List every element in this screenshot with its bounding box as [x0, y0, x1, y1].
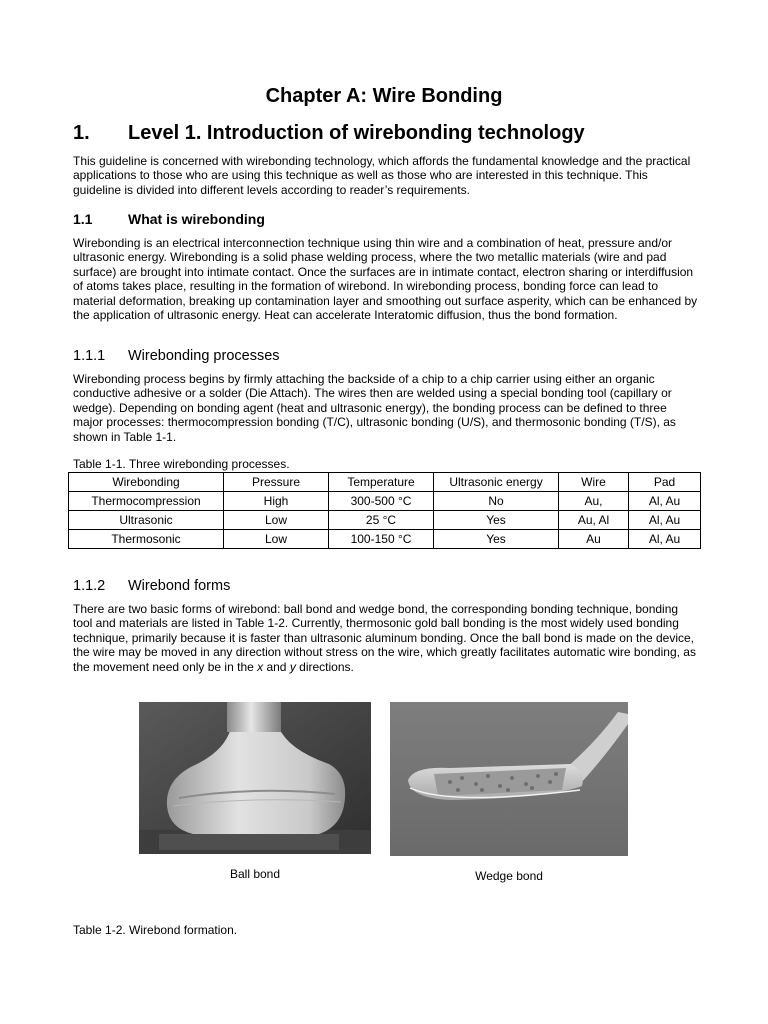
directions-text: directions.	[295, 659, 354, 674]
and-text: and	[263, 659, 290, 674]
table-header-row	[69, 473, 701, 492]
processes-paragraph: Wirebonding process begins by firmly attaching the backside of a chip to a chip carrier using either an organic conductive adhesive or a solder (Die Attach). The wires then are welded using a special bonding tool (capillary or wedge). Depending on bonding agent (heat and ultrasonic energy), the bonding process can be defined to three major processes: thermocompression bonding (T/C), ultrasonic bonding (U/S), and thermosonic bonding (T/S), as shown in Table 1-1.	[73, 372, 676, 444]
y-variable: y	[289, 659, 296, 674]
header-cell: Ultrasonic energy	[434, 473, 559, 492]
wirebond-forms-text: There are two basic forms of wirebond: ball bond and wedge bond, the corresponding bonding technique, bonding tool and materials are listed in Table 1-2. Currently, thermosonic gold ball bonding is the most widely used bonding technique, primarily because it is faster than ultrasonic aluminum bonding. Once the ball bond is made on the device, the wire may be moved in any direction without stress on the wire, which greatly facilitates automatic wire bonding, as the movement need only be in the	[73, 602, 696, 674]
table-cell: Au, Al	[559, 511, 629, 530]
subsection-number: 1.1	[73, 211, 93, 227]
x-variable: x	[257, 659, 264, 674]
subsection-heading-1-1	[73, 211, 265, 227]
table-cell: Au,	[559, 492, 629, 511]
section-title: Level 1. Introduction of wirebonding technology	[128, 122, 585, 144]
intro-paragraph: This guideline is concerned with wirebonding technology, which affords the fundamental knowledge and the practical applications to those who are using this technique as well as those who are interested in this technique. This guideline is divided into different levels according to reader’s requirements.	[73, 154, 691, 197]
header-cell: Temperature	[329, 473, 434, 492]
table-cell: Low	[224, 511, 329, 530]
table-cell: Thermocompression	[69, 492, 224, 511]
wirebonding-processes-table	[68, 472, 701, 549]
subsubsection-heading-1-1-2	[73, 578, 230, 594]
wirebond-forms-paragraph	[73, 602, 698, 674]
subsubsection-heading-1-1-1	[73, 348, 280, 364]
header-cell: Wirebonding	[69, 473, 224, 492]
subsection-title: What is wirebonding	[128, 211, 265, 227]
section-heading-1	[73, 122, 585, 145]
table-cell: No	[434, 492, 559, 511]
table-row	[69, 530, 701, 549]
table-cell: Ultrasonic	[69, 511, 224, 530]
table-cell: 100-150 °C	[329, 530, 434, 549]
section-number: 1.	[73, 122, 90, 144]
table-1-1-caption: Table 1-1. Three wirebonding processes.	[73, 457, 290, 471]
table-cell: Thermosonic	[69, 530, 224, 549]
table-cell: Al, Au	[629, 492, 701, 511]
table-cell: High	[224, 492, 329, 511]
table-cell: Low	[224, 530, 329, 549]
header-cell: Pad	[629, 473, 701, 492]
table-cell: Au	[559, 530, 629, 549]
table-row	[69, 492, 701, 511]
subsubsection-title: Wirebonding processes	[128, 348, 280, 364]
subsubsection-number: 1.1.2	[73, 578, 106, 594]
ball-bond-image	[139, 702, 371, 854]
chapter-title: Chapter A: Wire Bonding	[265, 85, 503, 107]
table-cell: 25 °C	[329, 511, 434, 530]
subsubsection-number: 1.1.1	[73, 348, 106, 364]
table-cell: 300-500 °C	[329, 492, 434, 511]
table-cell: Al, Au	[629, 530, 701, 549]
header-cell: Pressure	[224, 473, 329, 492]
wedge-bond-image	[390, 702, 628, 856]
header-cell: Wire	[559, 473, 629, 492]
table-cell: Al, Au	[629, 511, 701, 530]
table-1-2-caption: Table 1-2. Wirebond formation.	[73, 923, 238, 937]
table-row	[69, 511, 701, 530]
table-cell: Yes	[434, 511, 559, 530]
wirebonding-paragraph: Wirebonding is an electrical interconnection technique using thin wire and a combination of heat, pressure and/or ultrasonic energy. Wirebonding is a solid phase welding process, where the two metallic materials (wire and pad surface) are brought into intimate contact. Once the surfaces are in intimate contact, electron sharing or interdiffusion of atoms takes place, resulting in the formation of wirebond. In wirebonding process, bonding force can lead to material deformation, breaking up contamination layer and smoothing out surface asperity, which can be enhanced by the application of ultrasonic energy. Heat can accelerate Interatomic diffusion, thus the bond formation.	[73, 236, 698, 323]
wedge-bond-label: Wedge bond	[475, 869, 543, 883]
table-cell: Yes	[434, 530, 559, 549]
ball-bond-label: Ball bond	[229, 867, 281, 881]
subsubsection-title: Wirebond forms	[128, 578, 231, 594]
